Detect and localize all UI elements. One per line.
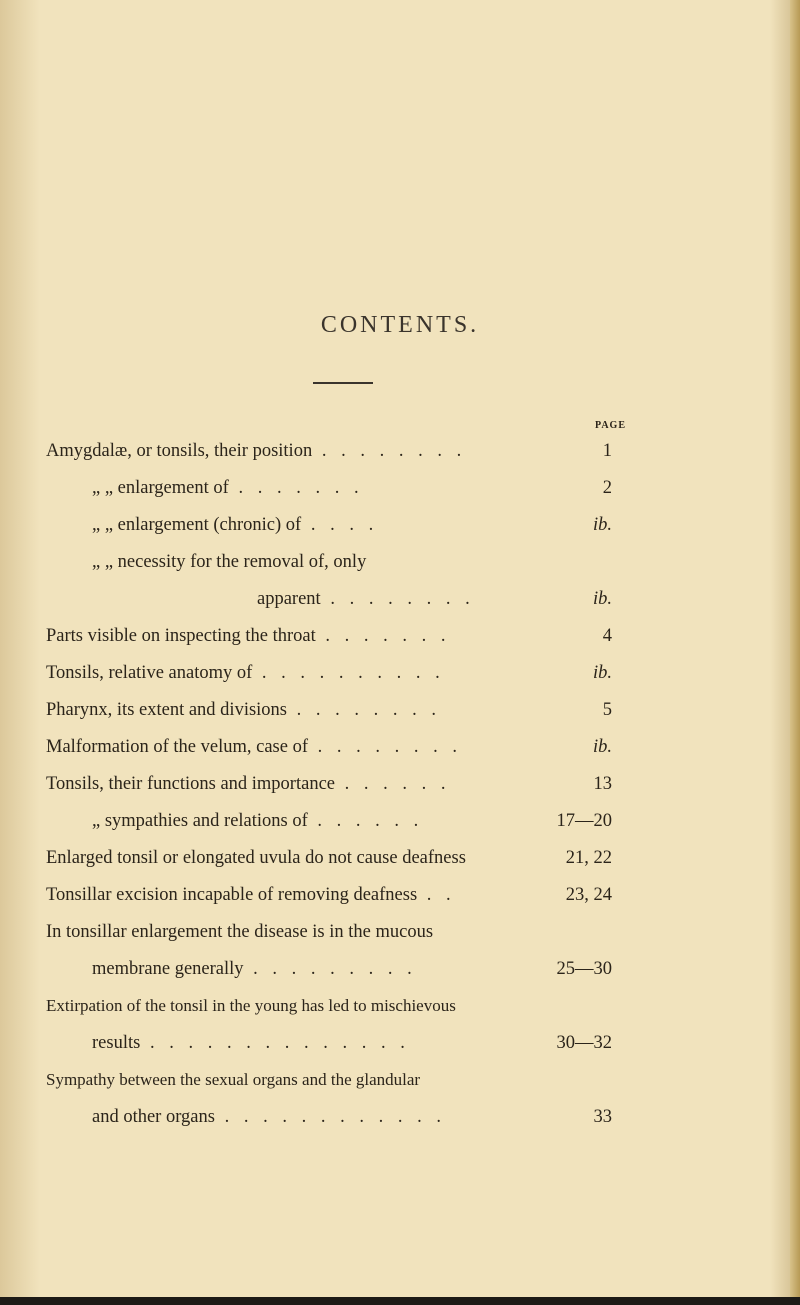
toc-entry-text: Enlarged tonsil or elongated uvula do not cause deafness — [46, 848, 466, 868]
toc-entry-text: Extirpation of the tonsil in the young has led to mischievous — [46, 996, 456, 1015]
toc-entry — [46, 662, 445, 684]
toc-entry-text: and other organs — [92, 1107, 215, 1127]
page-edge — [790, 0, 800, 1305]
toc-entry — [257, 588, 475, 610]
toc-entry-text: Malformation of the velum, case of — [46, 737, 308, 757]
toc-entry-text: „ „ necessity for the removal of, only — [92, 552, 367, 572]
toc-leader: . . . . . . — [307, 811, 424, 831]
toc-leader: . . . . — [301, 515, 379, 535]
toc-leader: . . — [417, 885, 456, 905]
toc-page-number: 4 — [602, 626, 612, 646]
toc-page-number: 17—20 — [556, 811, 612, 831]
toc-page-number: 5 — [602, 700, 612, 720]
toc-leader: . . . . . . . — [228, 478, 364, 498]
toc-entry-text: membrane generally — [92, 959, 244, 979]
contents-heading: CONTENTS. — [320, 312, 480, 338]
toc-entry-text: Pharynx, its extent and divisions — [46, 700, 287, 720]
toc-entry-text: Sympathy between the sexual organs and the glandular — [46, 1070, 421, 1089]
toc-entry-text: Parts visible on inspecting the throat — [46, 626, 316, 646]
toc-page-number: ib. — [592, 515, 612, 535]
toc-entry-text: Tonsils, relative anatomy of — [46, 663, 253, 683]
toc-entry — [46, 440, 466, 462]
toc-entry-text: „ „ enlargement (chronic) of — [92, 515, 302, 535]
toc-entry — [46, 847, 466, 869]
toc-entry-text: Tonsils, their functions and importance — [46, 774, 335, 794]
toc-entry-text: Tonsillar excision incapable of removing deafness — [46, 885, 418, 905]
toc-leader: . . . . . . . — [315, 626, 451, 646]
toc-leader: . . . . . . . . . . — [252, 663, 445, 683]
toc-entry — [92, 1032, 410, 1054]
toc-entry-text: In tonsillar enlargement the disease is in the mucous — [46, 922, 434, 942]
toc-page-number: 33 — [593, 1107, 612, 1127]
toc-entry — [92, 477, 364, 499]
toc-entry — [46, 736, 462, 758]
toc-entry — [46, 625, 451, 647]
page-column-label: PAGE — [594, 420, 626, 431]
toc-page-number: ib. — [592, 737, 612, 757]
toc-page-number: 21, 22 — [565, 848, 612, 868]
page-bottom-shadow — [0, 1297, 800, 1305]
toc-entry — [92, 810, 423, 832]
heading-rule — [313, 382, 373, 384]
toc-entry — [46, 995, 456, 1017]
toc-leader: . . . . . . . . — [308, 737, 462, 757]
toc-entry-text: „ sympathies and relations of — [92, 811, 308, 831]
toc-entry — [46, 773, 451, 795]
toc-entry-text: Amygdalæ, or tonsils, their position — [46, 441, 313, 461]
toc-leader: . . . . . . . . . — [243, 959, 417, 979]
toc-page-number: 1 — [602, 441, 612, 461]
toc-page-number: ib. — [592, 663, 612, 683]
toc-entry — [46, 884, 456, 906]
toc-page-number: 13 — [593, 774, 612, 794]
toc-page-number: 23, 24 — [565, 885, 612, 905]
toc-leader: . . . . . . . . . . . . — [214, 1107, 446, 1127]
toc-entry — [46, 1069, 420, 1091]
toc-entry-text: apparent — [257, 589, 321, 609]
toc-entry — [92, 1106, 446, 1128]
toc-page-number: ib. — [592, 589, 612, 609]
toc-leader: . . . . . . . . — [287, 700, 441, 720]
toc-entry-text: results — [92, 1033, 141, 1053]
toc-leader: . . . . . . — [335, 774, 451, 794]
toc-page-number: 25—30 — [556, 959, 612, 979]
toc-entry — [92, 514, 378, 536]
toc-entry — [46, 921, 433, 943]
toc-entry-text: „ „ enlargement of — [92, 478, 229, 498]
toc-leader: . . . . . . . . — [312, 441, 467, 461]
toc-leader: . . . . . . . . . . . . . . — [140, 1033, 410, 1053]
toc-leader: . . . . . . . . — [320, 589, 475, 609]
toc-page-number: 2 — [602, 478, 612, 498]
toc-entry — [92, 551, 366, 573]
toc-entry — [92, 958, 417, 980]
toc-entry — [46, 699, 441, 721]
toc-page-number: 30—32 — [556, 1033, 612, 1053]
